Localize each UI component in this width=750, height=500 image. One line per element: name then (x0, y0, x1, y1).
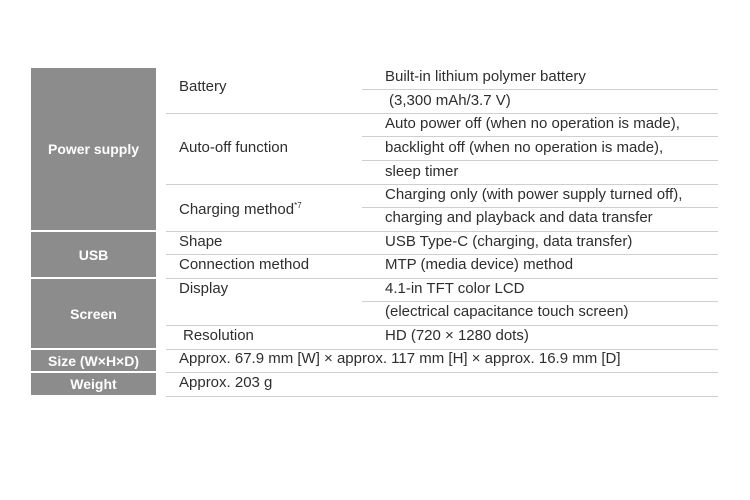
value-charging-line1: Charging only (with power supply turned off), (385, 186, 683, 203)
row-divider (166, 278, 718, 279)
label-connection-method: Connection method (179, 256, 310, 273)
row-divider (166, 349, 718, 350)
value-battery-line2: (3,300 mAh/3.7 V) (389, 92, 511, 109)
footnote-mark: *7 (294, 201, 302, 210)
value-connection-method: MTP (media device) method (385, 256, 574, 273)
row-divider (166, 372, 718, 373)
value-shape: USB Type-C (charging, data transfer) (385, 233, 633, 250)
value-auto-off-line2: backlight off (when no operation is made), (385, 139, 664, 156)
row-divider (166, 184, 718, 185)
row-divider (166, 254, 718, 255)
row-divider (362, 160, 718, 161)
row-divider (362, 89, 718, 90)
row-divider (166, 231, 718, 232)
row-divider (362, 136, 718, 137)
category-weight: Weight (31, 373, 156, 395)
category-screen: Screen (31, 279, 156, 348)
label-battery: Battery (179, 78, 227, 95)
value-battery-line1: Built-in lithium polymer battery (385, 68, 586, 85)
label-auto-off: Auto-off function (179, 139, 288, 156)
value-display-line2: (electrical capacitance touch screen) (385, 303, 629, 320)
label-shape: Shape (179, 233, 223, 250)
category-power-supply: Power supply (31, 68, 156, 230)
value-weight: Approx. 203 g (179, 374, 273, 391)
label-display: Display (179, 280, 229, 297)
value-auto-off-line3: sleep timer (385, 163, 459, 180)
row-divider (166, 396, 718, 397)
label-charging-text: Charging method (179, 201, 295, 218)
value-auto-off-line1: Auto power off (when no operation is made), (385, 115, 680, 132)
label-resolution: Resolution (183, 327, 254, 344)
row-divider (166, 325, 718, 326)
row-divider (166, 113, 718, 114)
value-charging-line2: charging and playback and data transfer (385, 209, 653, 226)
value-size: Approx. 67.9 mm [W] × approx. 117 mm [H] × approx. 16.9 mm [D] (179, 350, 621, 367)
label-charging-method (179, 195, 302, 221)
category-usb: USB (31, 232, 156, 277)
value-display-line1: 4.1-in TFT color LCD (385, 280, 525, 297)
row-divider (362, 207, 718, 208)
value-resolution: HD (720 × 1280 dots) (385, 327, 529, 344)
row-divider (362, 301, 718, 302)
category-size: Size (W×H×D) (31, 350, 156, 371)
